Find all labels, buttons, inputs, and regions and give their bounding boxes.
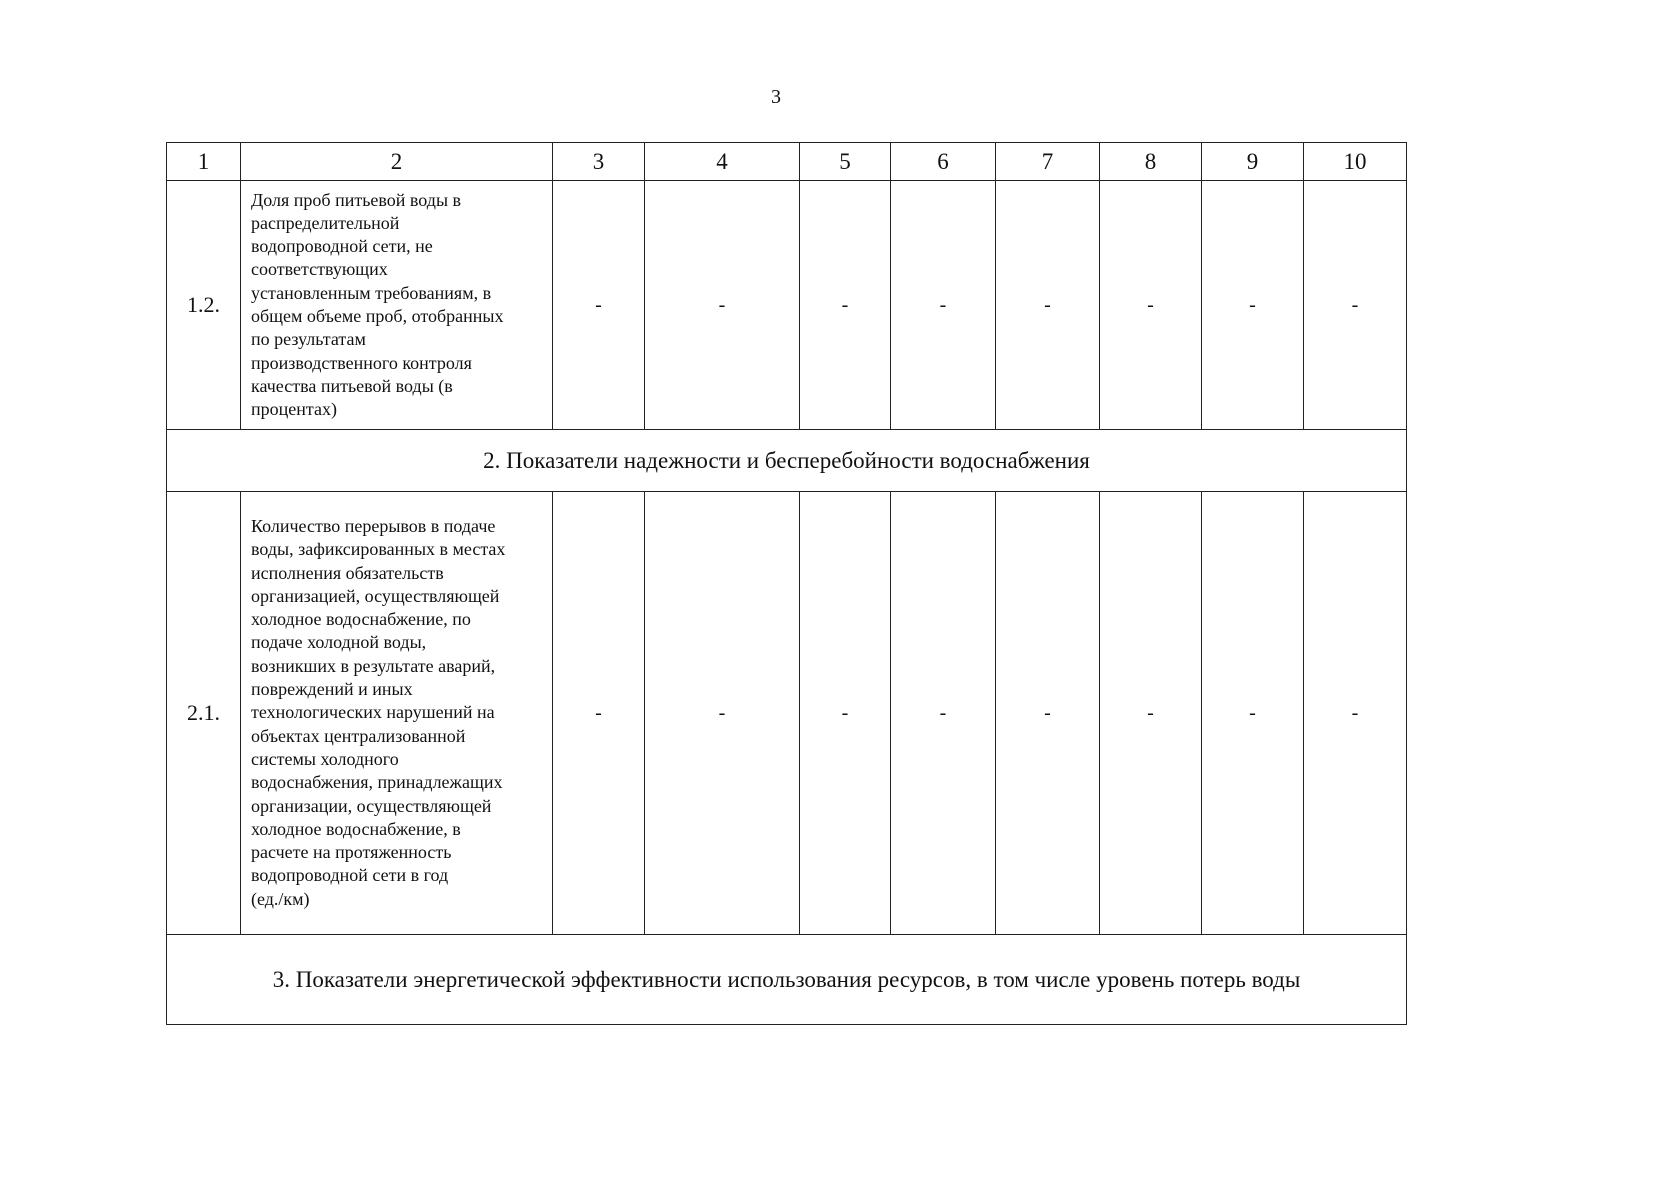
description-line: объектах централизованной (251, 725, 466, 746)
description-line: расчете на протяженность (251, 842, 452, 863)
value-cell: - (1304, 181, 1407, 430)
column-header: 6 (891, 143, 996, 181)
section-heading: 3. Показатели энергетической эффективности использования ресурсов, в том числе уровень потерь воды (167, 935, 1407, 1025)
row-number: 1.2. (167, 181, 241, 430)
value-cell: - (553, 492, 645, 935)
description-line: повреждений и иных (251, 679, 413, 700)
page-number: 3 (771, 86, 781, 108)
column-header: 2 (241, 143, 553, 181)
value-cell: - (1304, 492, 1407, 935)
value-cell: - (645, 181, 800, 430)
value-cell: - (645, 492, 800, 935)
description-line: подаче холодной воды, (251, 632, 427, 653)
value-cell: - (996, 492, 1100, 935)
column-header: 1 (167, 143, 241, 181)
description-line: водопроводной сети в год (251, 865, 449, 886)
indicators-table (166, 142, 1407, 1025)
description-line: производственного контроля (251, 352, 472, 373)
row-number: 2.1. (167, 492, 241, 935)
value-cell: - (800, 492, 891, 935)
description-line: водоснабжения, принадлежащих (251, 772, 503, 793)
value-cell: - (553, 181, 645, 430)
description-line: воды, зафиксированных в местах (251, 539, 506, 560)
section-heading-row (167, 935, 1407, 1025)
value-cell: - (1100, 492, 1202, 935)
section-heading: 2. Показатели надежности и бесперебойности водоснабжения (167, 430, 1407, 492)
value-cell: - (800, 181, 891, 430)
column-header: 3 (553, 143, 645, 181)
value-cell: - (996, 181, 1100, 430)
column-header: 4 (645, 143, 800, 181)
description-line: Количество перерывов в подаче (251, 515, 496, 536)
description-line: холодное водоснабжение, в (251, 818, 461, 839)
description-line: системы холодного (251, 748, 399, 769)
description-line: возникших в результате аварий, (251, 655, 496, 676)
description-line: организации, осуществляющей (251, 795, 492, 816)
value-cell: - (891, 492, 996, 935)
column-header: 7 (996, 143, 1100, 181)
column-header: 10 (1304, 143, 1407, 181)
column-header: 9 (1202, 143, 1304, 181)
description-line: процентах) (251, 399, 337, 420)
value-cell: - (1100, 181, 1202, 430)
value-cell: - (1202, 492, 1304, 935)
column-header: 5 (800, 143, 891, 181)
table-row (167, 181, 1407, 430)
description-line: Доля проб питьевой воды в (251, 189, 462, 210)
description-line: общем объеме проб, отобранных (251, 306, 504, 326)
row-description (241, 492, 553, 935)
description-line: установленным требованиям, в (251, 282, 492, 303)
description-line: (ед./км) (251, 888, 310, 909)
row-description (241, 181, 553, 430)
description-line: исполнения обязательств (251, 562, 444, 583)
description-line: холодное водоснабжение, по (251, 609, 471, 630)
description-line: организацией, осуществляющей (251, 585, 500, 606)
description-line: технологических нарушений на (251, 702, 495, 723)
description-line: распределительной (251, 212, 400, 233)
value-cell: - (1202, 181, 1304, 430)
section-heading-row (167, 430, 1407, 492)
table-row (167, 492, 1407, 935)
description-line: качества питьевой воды (в (251, 375, 453, 396)
column-header-row (167, 143, 1407, 181)
description-line: водопроводной сети, не (251, 236, 433, 257)
value-cell: - (891, 181, 996, 430)
description-line: соответствующих (251, 259, 388, 280)
description-line: по результатам (251, 329, 366, 350)
column-header: 8 (1100, 143, 1202, 181)
